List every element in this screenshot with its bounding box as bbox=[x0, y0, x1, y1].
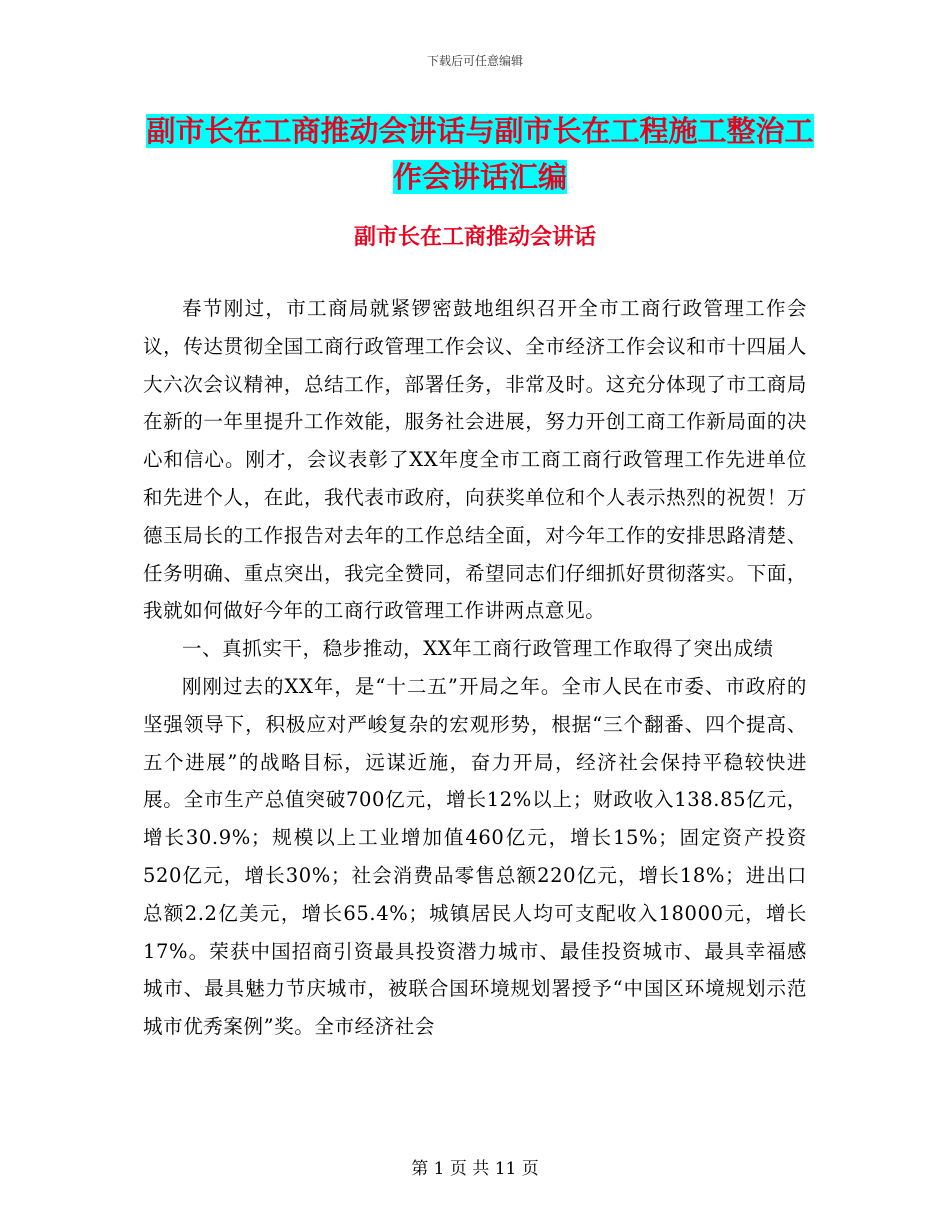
body-paragraph: 春节刚过，市工商局就紧锣密鼓地组织召开全市工商行政管理工作会议，传达贯彻全国工商行政管理工作会议、全市经济工作会议和市十四届人大六次会议精神，总结工作，部署任务，非常及时。这充分体现了市工商局在新的一年里提升工作效能，服务社会进展，努力开创工商工作新局面的决心和信心。刚才，会议表彰了XX年度全市工商工商行政管理工作先进单位和先进个人，在此，我代表市政府，向获奖单位和个人表示热烈的祝贺！万德玉局长的工作报告对去年的工作总结全面，对今年工作的安排思路清楚、任务明确、重点突出，我完全赞同，希望同志们仔细抓好贯彻落实。下面，我就如何做好今年的工商行政管理工作讲两点意见。 bbox=[143, 297, 807, 623]
page-header-note: 下载后可任意编辑 bbox=[426, 54, 523, 68]
section-title: 副市长在工商推动会讲话 bbox=[353, 225, 596, 250]
document-title-line-1: 副市长在工商推动会讲话与副市长在工程施工整治工 bbox=[146, 114, 814, 148]
body-paragraph: 刚刚过去的XX年，是“十二五”开局之年。全市人民在市委、市政府的坚强领导下，积极应对严峻复杂的宏观形势，根据“三个翻番、四个提高、五个进展”的战略目标，远谋近施，奋力开局，经济社会保持平稳较快进展。全市生产总值突破700亿元，增长12%以上；财政收入138.85亿元，增长30.9%；规模以上工业增加值460亿元，增长15%；固定资产投资520亿元，增长30%；社会消费品零售总额220亿元，增长18%；进出口总额2.2亿美元，增长65.4%；城镇居民人均可支配收入18000元，增长17%。荣获中国招商引资最具投资潜力城市、最佳投资城市、最具幸福感城市、最具魅力节庆城市，被联合国环境规划署授予“中国区环境规划示范城市优秀案例”奖。全市经济社会 bbox=[143, 674, 807, 1039]
document-title-line-2: 作会讲话汇编 bbox=[392, 160, 567, 194]
body-heading-paragraph: 一、真抓实干，稳步推动，XX年工商行政管理工作取得了突出成绩 bbox=[182, 637, 774, 661]
page-number-footer: 第 1 页 共 11 页 bbox=[411, 1159, 539, 1179]
document-title bbox=[145, 108, 815, 200]
document-body bbox=[143, 290, 807, 1046]
